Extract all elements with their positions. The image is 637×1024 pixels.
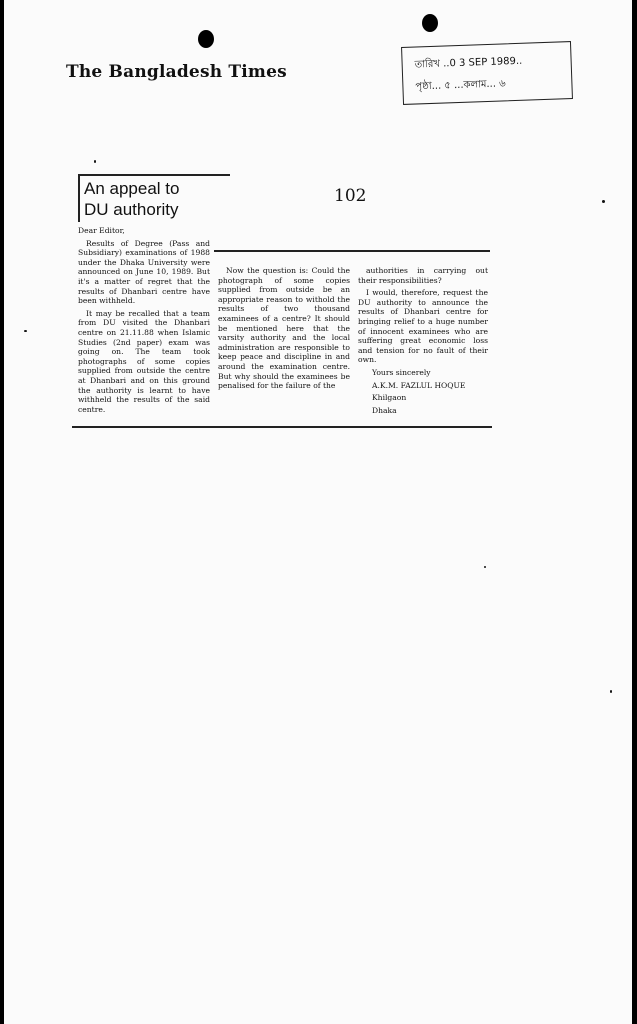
newspaper-masthead: The Bangladesh Times (66, 62, 287, 82)
letter-address-line-1: Khilgaon (372, 393, 407, 403)
scan-speck (602, 200, 605, 203)
scan-speck (24, 330, 27, 332)
date-stamp (401, 41, 573, 105)
punch-hole-left (198, 30, 214, 48)
stamp-date-line: তারিখ ..0 3 SEP 1989.. (414, 55, 523, 71)
column-rule-bottom (72, 426, 492, 428)
article-headline (78, 174, 230, 222)
letter-closing: Yours sincerely (372, 367, 431, 377)
article-column-1 (78, 226, 210, 417)
letter-address-line-2: Dhaka (372, 405, 397, 415)
scan-speck (94, 160, 96, 163)
scan-speck (610, 690, 612, 693)
page-number: 102 (334, 186, 367, 206)
headline-line-1: An appeal to (84, 179, 180, 198)
paragraph: It may be recalled that a team from DU visited the Dhanbari centre on 21.11.88 when Islamic Studies (2nd paper) exam was going on. The team took photographs of some copies supplied from outside the centre at Dhanbari and on this ground the authority is learnt to have withheld the results of the said centre. (78, 308, 210, 414)
paragraph: I would, therefore, request the DU authority to announce the results of Dhanbari centre for bringing relief to a huge number of innocent examinees who are suffering great economic loss and tension for no fault of their own. (358, 288, 488, 365)
archive-page (4, 0, 632, 1024)
punch-hole-right (422, 14, 438, 32)
stamp-page-column-line: পৃষ্ঠা... ৫ ...কলাম... ৬ (415, 78, 506, 93)
paragraph: authorities in carrying out their responsibilities? (358, 266, 488, 285)
letter-signature: A.K.M. FAZLUL HOQUE (372, 380, 466, 390)
paragraph: Results of Degree (Pass and Subsidiary) examinations of 1988 under the Dhaka University were announced on June 10, 1989. But it's a matter of regret that the results of Dhanbari centre have been withheld. (78, 238, 210, 306)
letter-greeting: Dear Editor, (78, 226, 125, 235)
article-column-3 (358, 266, 488, 418)
scan-speck (484, 566, 486, 568)
column-rule-top (214, 250, 490, 252)
article-column-2 (218, 266, 350, 394)
headline-line-2: DU authority (84, 200, 179, 219)
paragraph: Now the question is: Could the photograph of some copies supplied from outside be an appropriate reason to withold the results of two thousand examinees of a centre? It should be mentioned here that the varsity authority and the local administration are responsible to keep peace and discipline in and around the examination centre. But why should the examinees be penalised for the failure of the (218, 266, 350, 391)
newspaper-clipping (72, 170, 492, 432)
